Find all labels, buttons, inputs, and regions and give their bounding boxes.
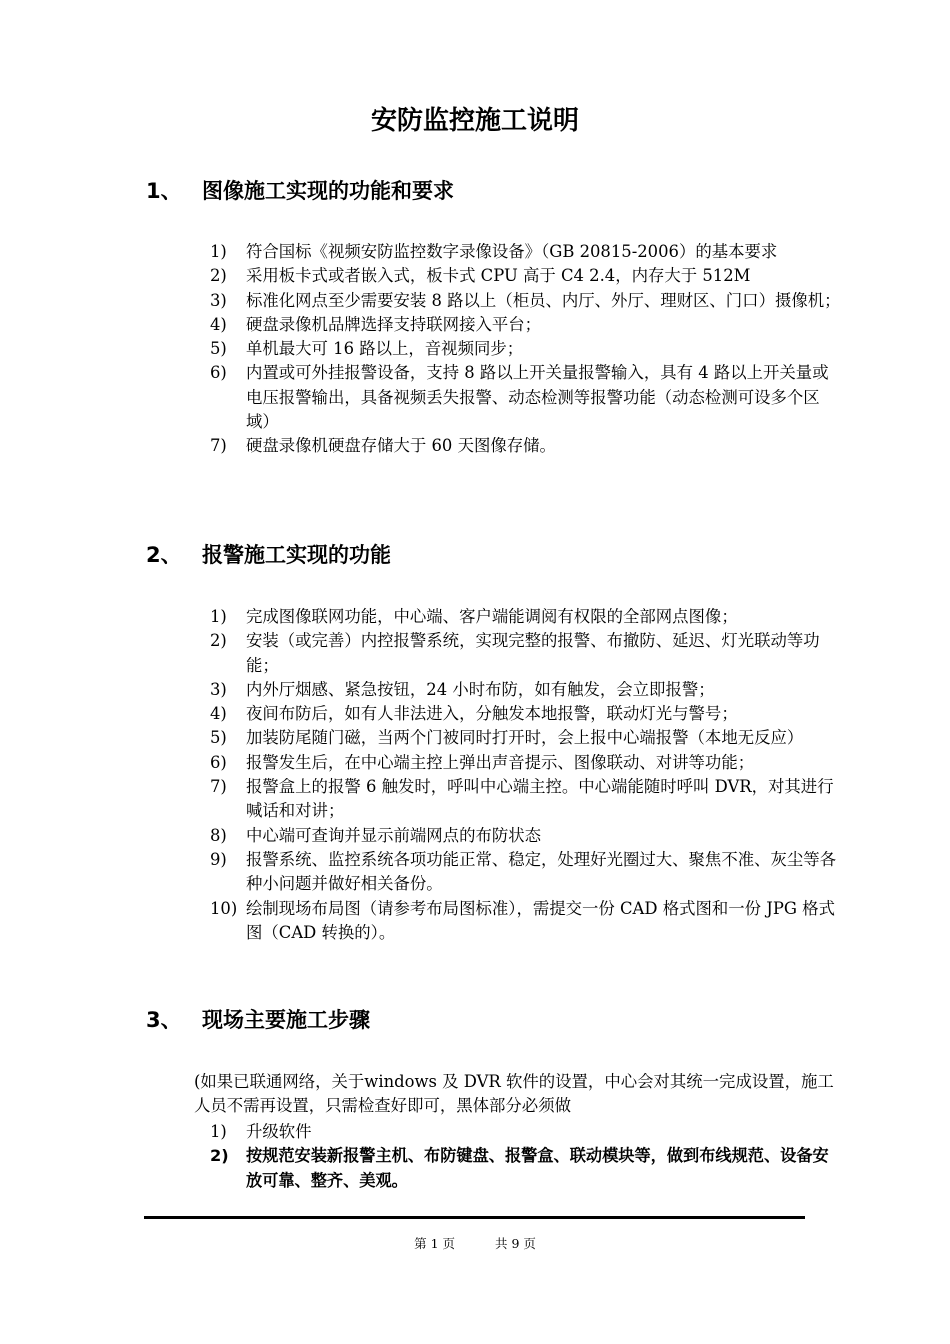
list-item: 1) 升级软件 [210,1122,312,1141]
footer-divider [144,1216,805,1219]
page-footer [0,1234,950,1252]
list-item: 4) 夜间布防后，如有人非法进入，分触发本地报警，联动灯光与警号； [210,704,738,724]
section-number: 2、 [146,543,182,567]
document-title: 安防监控施工说明 [370,106,579,136]
section-number: 1、 [146,179,182,203]
list-item: 10) 绘制现场布局图（请参考布局图标准），需提交一份 CAD 格式图和一份 JPG 格式图（CAD 转换的）。 [210,898,835,942]
list-item: 7) 硬盘录像机硬盘存储大于 60 天图像存储。 [210,436,556,456]
list-item: 5) 单机最大可 16 路以上，音视频同步； [210,339,524,359]
section-3-list [0,1120,842,1193]
list-item: 2) 按规范安装新报警主机、布防键盘、报警盒、联动模块等，做到布线规范、设备安放可靠、整齐、美观。 [210,1146,829,1190]
list-item: 4) 硬盘录像机品牌选择支持联网接入平台； [210,314,542,334]
list-item: 8) 中心端可查询并显示前端网点的布防状态 [210,825,542,845]
section-1-list [0,240,842,459]
list-item: 2) 安装（或完善）内控报警系统，实现完整的报警、布撤防、延迟、灯光联动等功能； [210,631,820,675]
page-total: 共 9 页 [494,1236,536,1251]
section-title: 报警施工实现的功能 [202,543,391,567]
list-item: 9) 报警系统、监控系统各项功能正常、稳定，处理好光圈过大、聚焦不准、灰尘等各种小问题并做好相关备份。 [210,849,837,894]
section-title: 图像施工实现的功能和要求 [202,179,454,203]
list-item: 6) 报警发生后，在中心端主控上弹出声音提示、图像联动、对讲等功能； [210,752,755,772]
list-item: 3) 内外厅烟感、紧急按钮，24 小时布防，如有触发，会立即报警； [210,679,715,699]
list-item: 5) 加装防尾随门磁，当两个门被同时打开时，会上报中心端报警（本地无反应） [210,728,804,748]
list-item: 1) 完成图像联网功能，中心端、客户端能调阅有权限的全部网点图像； [210,607,738,626]
list-item: 2) 采用板卡式或者嵌入式，板卡式 CPU 高于 C4 2.4，内存大于 512M [210,266,751,286]
list-item: 6) 内置或可外挂报警设备，支持 8 路以上开关量报警输入，具有 4 路以上开关量或电压报警输出，具备视频丢失报警、动态检测等报警功能（动态检测可设多个区域） [210,363,829,432]
section-2-list [0,605,842,945]
list-item: 3) 标准化网点至少需要安装 8 路以上（柜员、内厅、外厅、理财区、门口）摄像机； [210,290,841,310]
list-item: 7) 报警盒上的报警 6 触发时，呼叫中心端主控。中心端能随时呼叫 DVR，对其进行喊话和对讲； [210,777,834,821]
page-number: 第 1 页 [414,1236,455,1251]
section-title: 现场主要施工步骤 [202,1008,370,1032]
list-item: 1) 符合国标《视频安防监控数字录像设备》（GB 20815-2006）的基本要求 [210,242,778,261]
section-3-intro: (如果已联通网络，关于windows 及 DVR 软件的设置，中心会对其统一完成设置，施工人员不需再设置，只需检查好即可，黑体部分必须做 [194,1072,834,1116]
section-number: 3、 [146,1008,182,1032]
